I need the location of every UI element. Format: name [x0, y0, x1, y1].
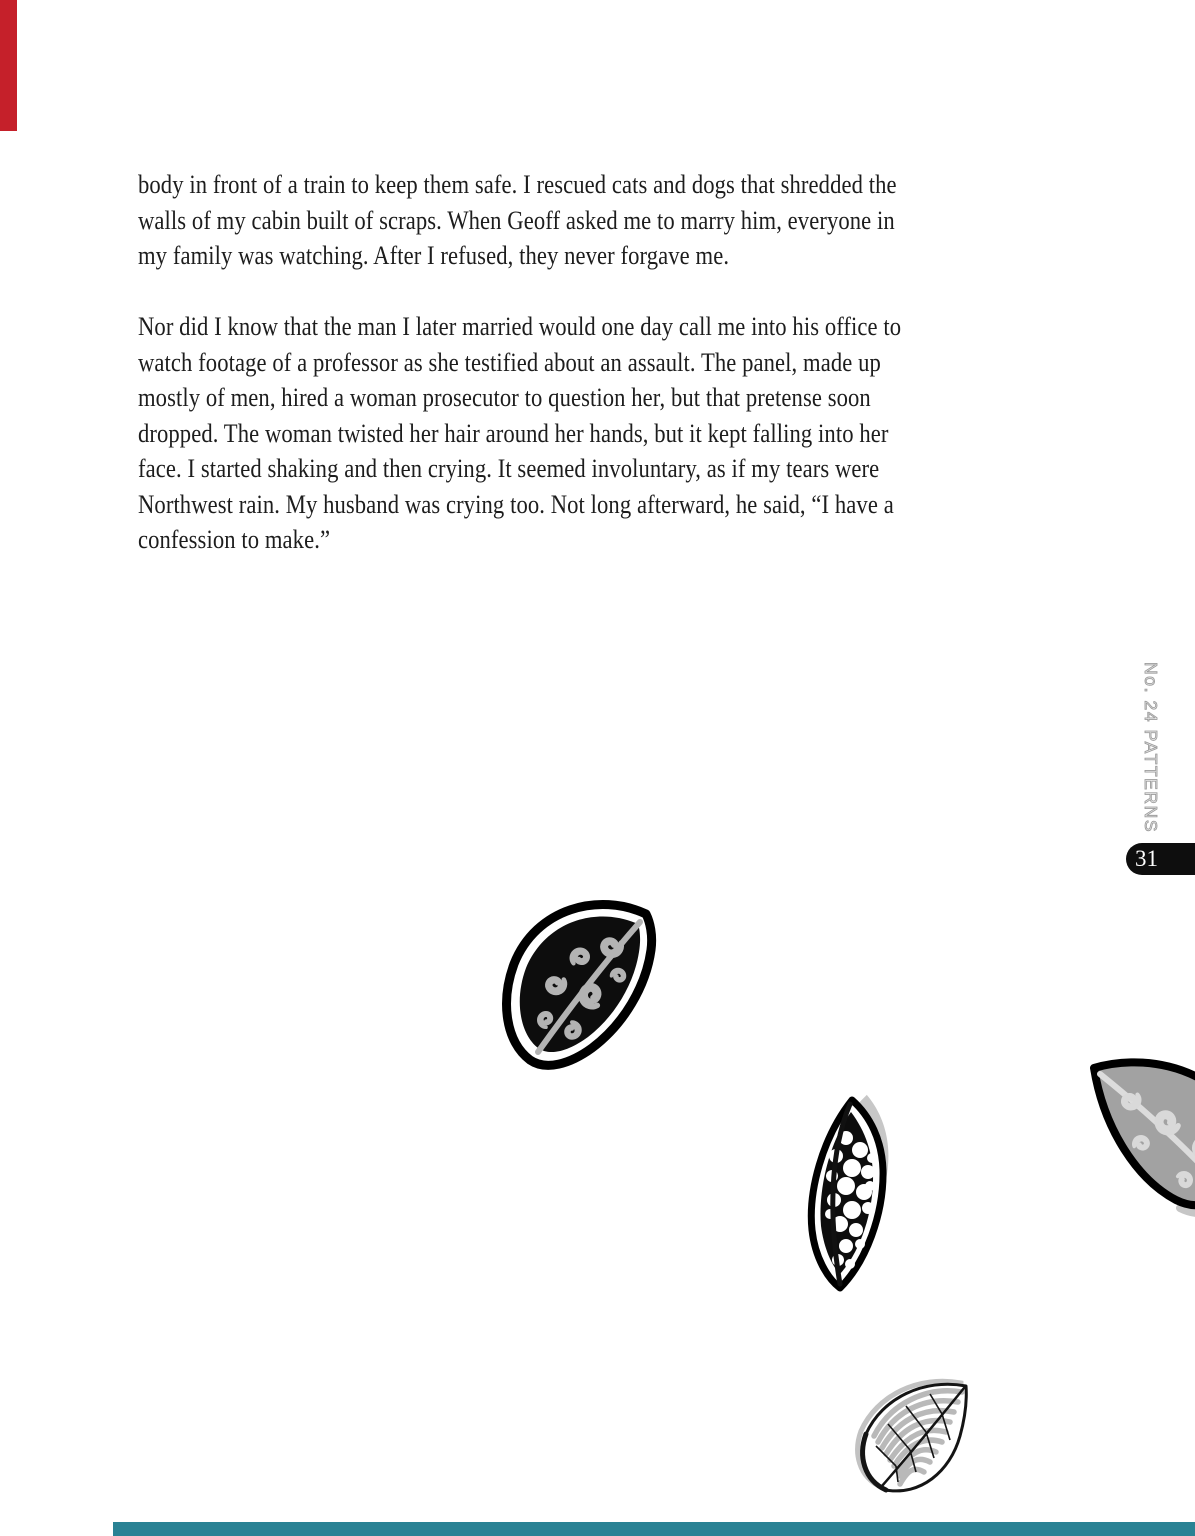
gray-swirl-leaf-illustration: [1086, 1052, 1195, 1220]
text-line: my family was watching. After I refused, they never forgave me.: [138, 241, 730, 270]
text-line: face. I started shaking and then crying. It seemed involuntary, as if my tears were: [138, 454, 880, 483]
text-line: watch footage of a professor as she testified about an assault. The panel, made up: [138, 347, 881, 377]
chapter-side-label: No. 24 PATTERNS: [1141, 662, 1161, 834]
text-line: confession to make.”: [138, 525, 331, 554]
bottom-accent-bar-fill: [113, 1522, 1195, 1536]
text-line: walls of my cabin built of scraps. When Geoff asked me to marry him, everyone in: [138, 205, 895, 235]
body-text: [138, 167, 1008, 558]
pebble-pattern-leaf-illustration: [782, 1092, 922, 1297]
text-line: mostly of men, hired a woman prosecutor to question her, but that pretense soon: [138, 383, 871, 412]
page-number: 31: [1135, 846, 1158, 871]
text-line: dropped. The woman twisted her hair around her hands, but it kept falling into her: [138, 418, 889, 448]
text-line: Northwest rain. My husband was crying too. Not long afterward, he said, “I have a: [138, 489, 894, 519]
paragraph-2: [138, 309, 1008, 558]
text-line: Nor did I know that the man I later married would one day call me into his office to: [138, 312, 902, 341]
left-accent-bar: [0, 0, 17, 131]
striped-vein-leaf-illustration: [846, 1376, 984, 1504]
bottom-accent-bar: [113, 1522, 1195, 1536]
page-number-badge: [1126, 843, 1195, 875]
left-accent-bar-fill: [0, 0, 17, 131]
paragraph-1: [138, 167, 1008, 274]
text-line: body in front of a train to keep them safe. I rescued cats and dogs that shredded the: [138, 170, 897, 199]
ornate-swirl-leaf-illustration: [494, 892, 666, 1076]
